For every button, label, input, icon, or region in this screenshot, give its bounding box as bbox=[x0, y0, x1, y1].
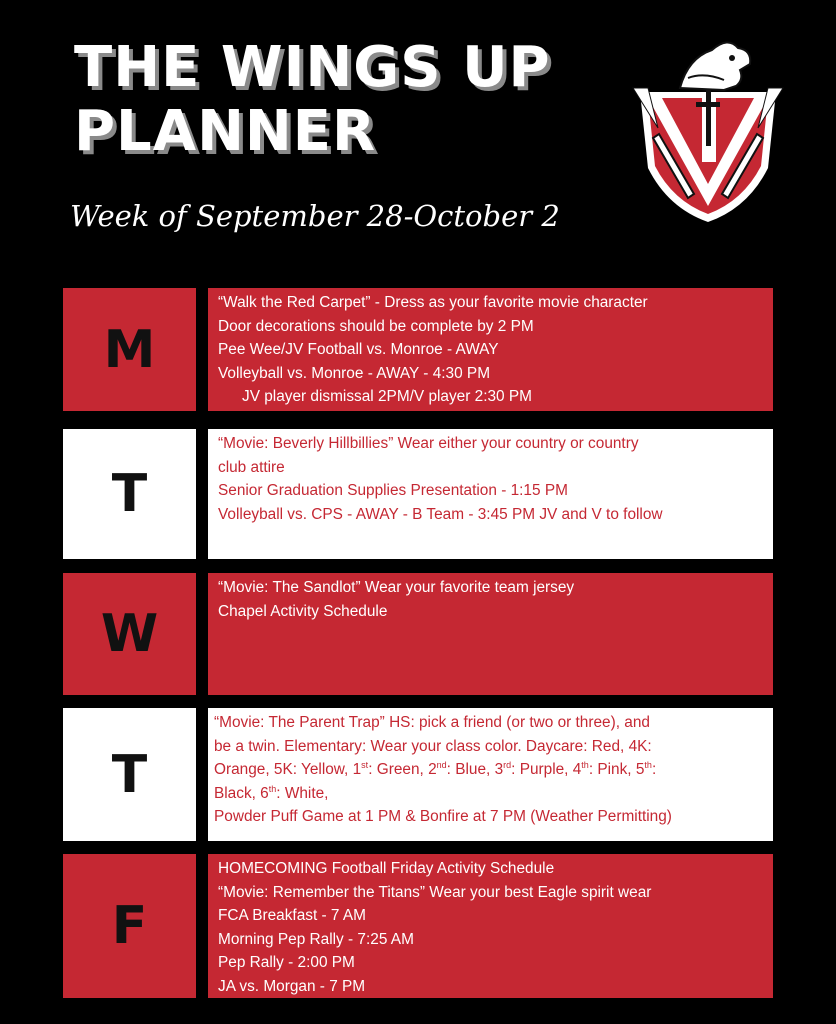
event-line: FCA Breakfast - 7 AM bbox=[218, 907, 366, 924]
event-line: Powder Puff Game at 1 PM & Bonfire at 7 PM (Weather Permitting) bbox=[214, 808, 672, 825]
event-line: Morning Pep Rally - 7:25 AM bbox=[218, 930, 414, 948]
day-letter-monday: M bbox=[63, 288, 196, 411]
day-events-monday bbox=[208, 288, 773, 411]
day-letter-thursday: T bbox=[63, 708, 196, 841]
event-line: be a twin. Elementary: Wear your class color. Daycare: Red, 4K: bbox=[214, 737, 652, 755]
title-line-1: THE WINGS UP bbox=[74, 35, 551, 100]
event-line: “Movie: The Parent Trap” HS: pick a friend (or two or three), and bbox=[214, 714, 650, 731]
day-row-monday bbox=[63, 288, 773, 411]
eagle-crest-logo bbox=[628, 28, 788, 224]
day-events-thursday bbox=[208, 708, 773, 841]
day-row-tuesday bbox=[63, 429, 773, 559]
event-line: Chapel Activity Schedule bbox=[218, 602, 388, 620]
day-row-thursday bbox=[63, 708, 773, 841]
event-line: Volleyball vs. CPS - AWAY - B Team - 3:45 PM JV and V to follow bbox=[218, 505, 663, 523]
event-line: “Walk the Red Carpet” - Dress as your favorite movie character bbox=[218, 294, 648, 311]
event-line: JV player dismissal 2PM/V player 2:30 PM bbox=[242, 388, 532, 405]
event-line: HOMECOMING Football Friday Activity Schedule bbox=[218, 860, 555, 877]
event-line: Senior Graduation Supplies Presentation - 1:15 PM bbox=[218, 482, 568, 499]
day-events-wednesday bbox=[208, 573, 773, 695]
event-line: Door decorations should be complete by 2 PM bbox=[218, 317, 534, 335]
day-events-tuesday bbox=[208, 429, 773, 559]
event-line: “Movie: Remember the Titans” Wear your best Eagle spirit wear bbox=[218, 883, 652, 901]
event-line: Pep Rally - 2:00 PM bbox=[218, 954, 355, 971]
day-letter-wednesday: W bbox=[63, 573, 196, 695]
event-line: Pee Wee/JV Football vs. Monroe - AWAY bbox=[218, 341, 499, 358]
grade-colors-line: Black, 6th: White, bbox=[214, 783, 329, 802]
event-line: “Movie: Beverly Hillbillies” Wear either your country or country bbox=[218, 435, 639, 452]
title-line-2: PLANNER bbox=[74, 99, 377, 164]
event-line: “Movie: The Sandlot” Wear your favorite team jersey bbox=[218, 579, 575, 596]
event-line: Volleyball vs. Monroe - AWAY - 4:30 PM bbox=[218, 364, 491, 382]
event-line: JA vs. Morgan - 7 PM bbox=[218, 977, 366, 995]
day-events-friday bbox=[208, 854, 773, 998]
day-row-friday bbox=[63, 854, 773, 998]
day-letter-tuesday: T bbox=[63, 429, 196, 559]
event-line: club attire bbox=[218, 458, 285, 476]
day-row-wednesday bbox=[63, 573, 773, 695]
grade-colors-line: Orange, 5K: Yellow, 1st: Green, 2nd: Blue, 3rd: Purple, 4th: Pink, 5th: bbox=[214, 759, 657, 778]
week-subtitle: Week of September 28-October 2 bbox=[70, 199, 560, 233]
planner-title bbox=[74, 36, 551, 164]
day-letter-friday: F bbox=[63, 854, 196, 998]
